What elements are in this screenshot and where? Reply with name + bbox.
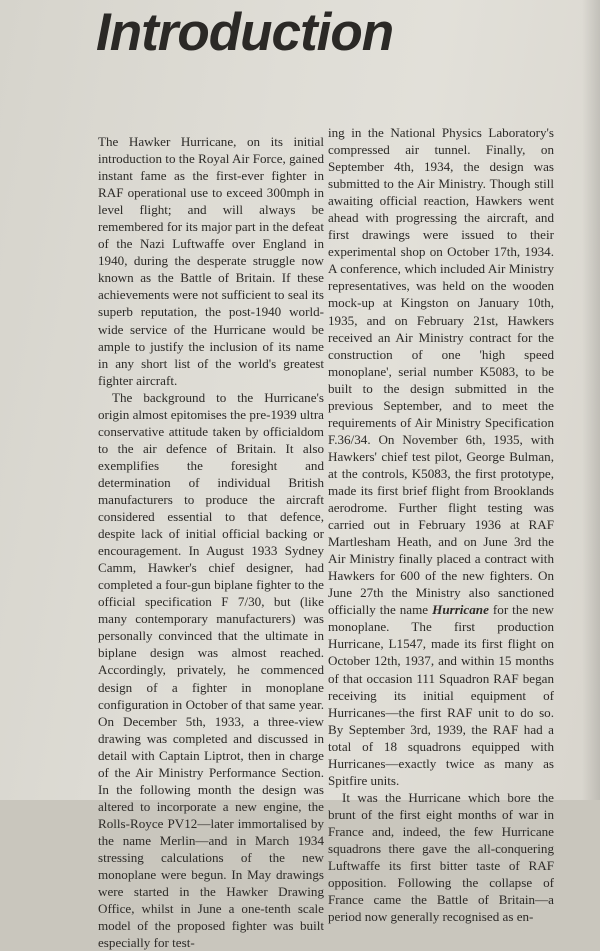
- development-text-before-name: ing in the National Physics Laboratory's compressed air tunnel. Finally, on September 4th, 1934, the design was submitted to the Air Ministry. Though still awaiting official reaction, Hawkers went ahead with progressing the aircraft, and first drawings were issued to their experimental shop on October 17th, 1934. A conference, which included Air Ministry representatives, was held on the wooden mock-up at Kingston on January 10th, 1935, and on February 21st, Hawkers received an Air Ministry contract for the construction of one 'high speed monoplane', serial number K5083, to be built to the design submitted in the previous September, and to meet the requirements of Air Ministry Specification F.36/34. On November 6th, 1935, with Hawkers' chief test pilot, George Bulman, at the controls, K5083, the first prototype, made its first brief flight from Brooklands aerodrome. Further flight testing was carried out in February 1936 at RAF Martlesham Heath, and on June 3rd the Air Ministry finally placed a contract with Hawkers for 600 of the new fighters. On June 27th the Ministry also sanctioned officially the name: [328, 125, 554, 618]
- development-text-after-name: for the new monoplane. The first production Hurricane, L1547, made its first flight on October 12th, 1937, and within 15 months of that occasion 111 Squadron RAF began receiving its initial equipment of Hurricanes—the first RAF unit to do so. By September 3rd, 1939, the RAF had a total of 18 squadrons equipped with Hurricanes—exactly twice as many as Spitfire units.: [328, 602, 554, 788]
- paragraph-hurricane-fame: The Hawker Hurricane, on its initial introduction to the Royal Air Force, gained instant fame as the first-ever fighter in RAF operational use to exceed 300mph in level flight; and will always be remembered for its major part in the defeat of the Nazi Luftwaffe over England in 1940, during the desperate struggle now known as the Battle of Britain. If these achievements were not sufficient to seal its superb reputation, the post-1940 world-wide service of the Hurricane would be ample to justify the inclusion of its name in any short list of the world's greatest fighter aircraft.: [98, 134, 324, 388]
- left-column: [98, 133, 324, 951]
- paragraph-background: The background to the Hurricane's origin almost epitomises the pre-1939 ultra conservative attitude taken by officialdom to the air defence of Britain. It also exemplifies the foresight and determination of individual British manufacturers to produce the aircraft considered essential to that defence, despite lack of initial official backing or encouragement. In August 1933 Sydney Camm, Hawker's chief designer, had completed a four-gun biplane fighter to the official specification F 7/30, but (like many contemporary manufacturers) was personally convinced that the ultimate in biplane design was almost reached. Accordingly, privately, he commenced design of a fighter in monoplane configuration in October of that same year. On December 5th, 1933, a three-view drawing was completed and discussed in detail with Captain Liptrot, then in charge of the Air Ministry Performance Section. In the following month the design was altered to incorporate a new engine, the Rolls-Royce PV12—later immortalised by the name Merlin—and in March 1934 stressing calculations of the new monoplane were begun. In May drawings were started in the Hawker Drawing Office, whilst in June a one-tenth scale model of the proposed fighter was built especially for test-: [98, 389, 324, 951]
- paragraph-war-service: It was the Hurricane which bore the brunt of the first eight months of war in France and, indeed, the few Hurricane squadrons there gave the all-conquering Luftwaffe its first bitter taste of RAF opposition. Following the collapse of France came the Battle of Britain—a period now generally recognised as en-: [328, 789, 554, 925]
- paragraph-development: [328, 124, 554, 789]
- aircraft-name-emphasis: Hurricane: [432, 602, 489, 618]
- right-column: [328, 124, 554, 925]
- page-title: Introduction: [96, 3, 394, 62]
- page-edge-shadow: [582, 0, 600, 800]
